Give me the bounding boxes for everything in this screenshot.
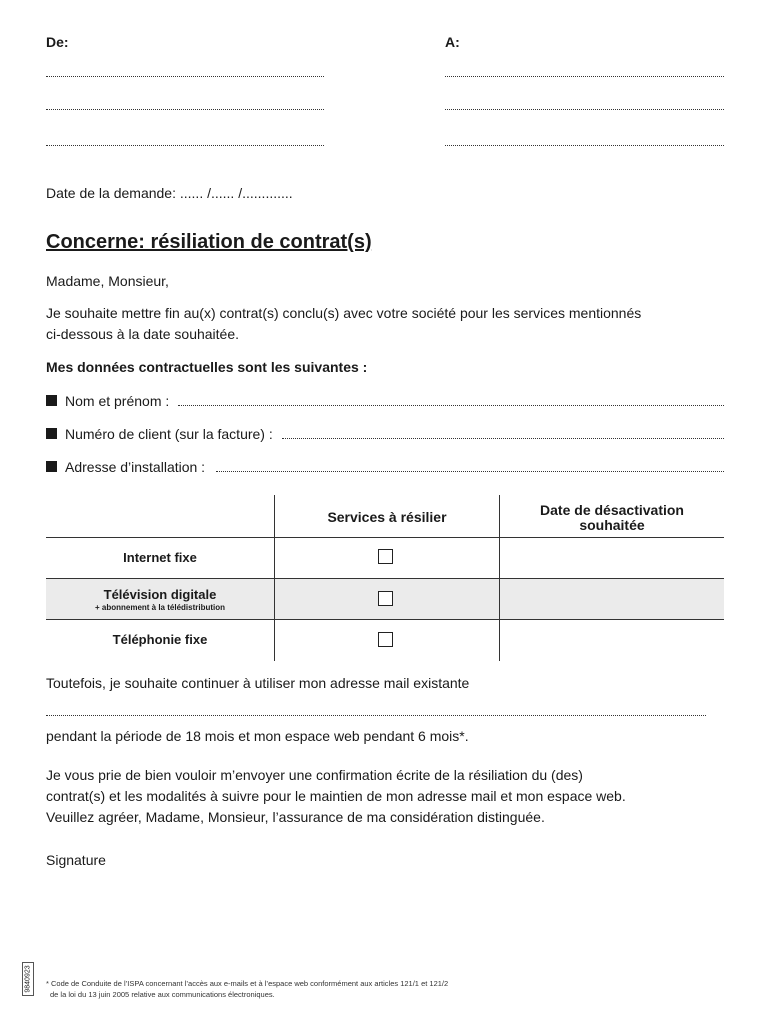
footnote-line-2: de la loi du 13 juin 2005 relative aux communications électroniques. <box>50 990 275 999</box>
field-client-label: Numéro de client (sur la facture) : <box>65 426 273 442</box>
to-line-3[interactable] <box>445 145 724 146</box>
checkbox-phone[interactable] <box>378 632 393 647</box>
keep-mail-text: Toutefois, je souhaite continuer à utiliser mon adresse mail existante <box>46 675 470 691</box>
intro-line-1: Je souhaite mettre fin au(x) contrat(s) conclu(s) avec votre société pour les services mentionnés <box>46 305 642 321</box>
field-client-input[interactable] <box>282 438 724 439</box>
request-date[interactable]: Date de la demande: ...... /...... /............. <box>46 185 293 201</box>
date-cell-tv[interactable] <box>500 579 724 619</box>
bullet-square-icon <box>46 461 57 472</box>
bullet-square-icon <box>46 395 57 406</box>
from-label: De: <box>46 34 69 50</box>
footnote-line-1: * Code de Conduite de l’ISPA concernant l’accès aux e-mails et à l’espace web conformément aux articles 121/1 et 121/2 <box>46 979 449 988</box>
subject-title: Concerne: résiliation de contrat(s) <box>46 231 372 253</box>
checkbox-internet[interactable] <box>378 549 393 564</box>
doc-code: 9840923 <box>24 965 32 993</box>
from-line-1[interactable] <box>46 76 324 77</box>
period-text: pendant la période de 18 mois et mon espace web pendant 6 mois*. <box>46 728 469 744</box>
col-header-date-line-2: souhaitée <box>579 517 645 533</box>
closing-line-3: Veuillez agréer, Madame, Monsieur, l’assurance de ma considération distinguée. <box>46 809 545 825</box>
row-service-internet: Internet fixe <box>123 550 197 565</box>
row-service-tv-sub: + abonnement à la télédistribution <box>94 603 226 612</box>
closing-line-1: Je vous prie de bien vouloir m’envoyer une confirmation écrite de la résiliation du (des) <box>46 767 583 783</box>
to-line-1[interactable] <box>445 76 724 77</box>
intro-line-2: ci-dessous à la date souhaitée. <box>46 326 240 342</box>
field-address-label: Adresse d’installation : <box>65 459 206 475</box>
from-line-2[interactable] <box>46 109 324 110</box>
date-cell-internet[interactable] <box>500 538 724 578</box>
to-line-2[interactable] <box>445 109 724 110</box>
bullet-square-icon <box>46 428 57 439</box>
to-label: A: <box>445 34 460 50</box>
data-heading: Mes données contractuelles sont les suivantes : <box>46 359 368 375</box>
col-header-services: Services à résilier <box>327 509 447 525</box>
row-service-phone: Téléphonie fixe <box>112 632 208 647</box>
field-name-label: Nom et prénom : <box>65 393 170 409</box>
field-name-input[interactable] <box>178 405 724 406</box>
col-header-date-line-1: Date de désactivation <box>540 502 684 518</box>
date-cell-phone[interactable] <box>500 620 724 660</box>
greeting: Madame, Monsieur, <box>46 273 169 289</box>
row-service-tv: Télévision digitale <box>103 587 217 602</box>
closing-line-2: contrat(s) et les modalités à suivre pour le maintien de mon adresse mail et mon espace web. <box>46 788 626 804</box>
field-address-input[interactable] <box>216 471 724 472</box>
from-line-3[interactable] <box>46 145 324 146</box>
checkbox-tv[interactable] <box>378 591 393 606</box>
signature-label: Signature <box>46 852 106 868</box>
mail-address-input[interactable] <box>46 715 706 716</box>
